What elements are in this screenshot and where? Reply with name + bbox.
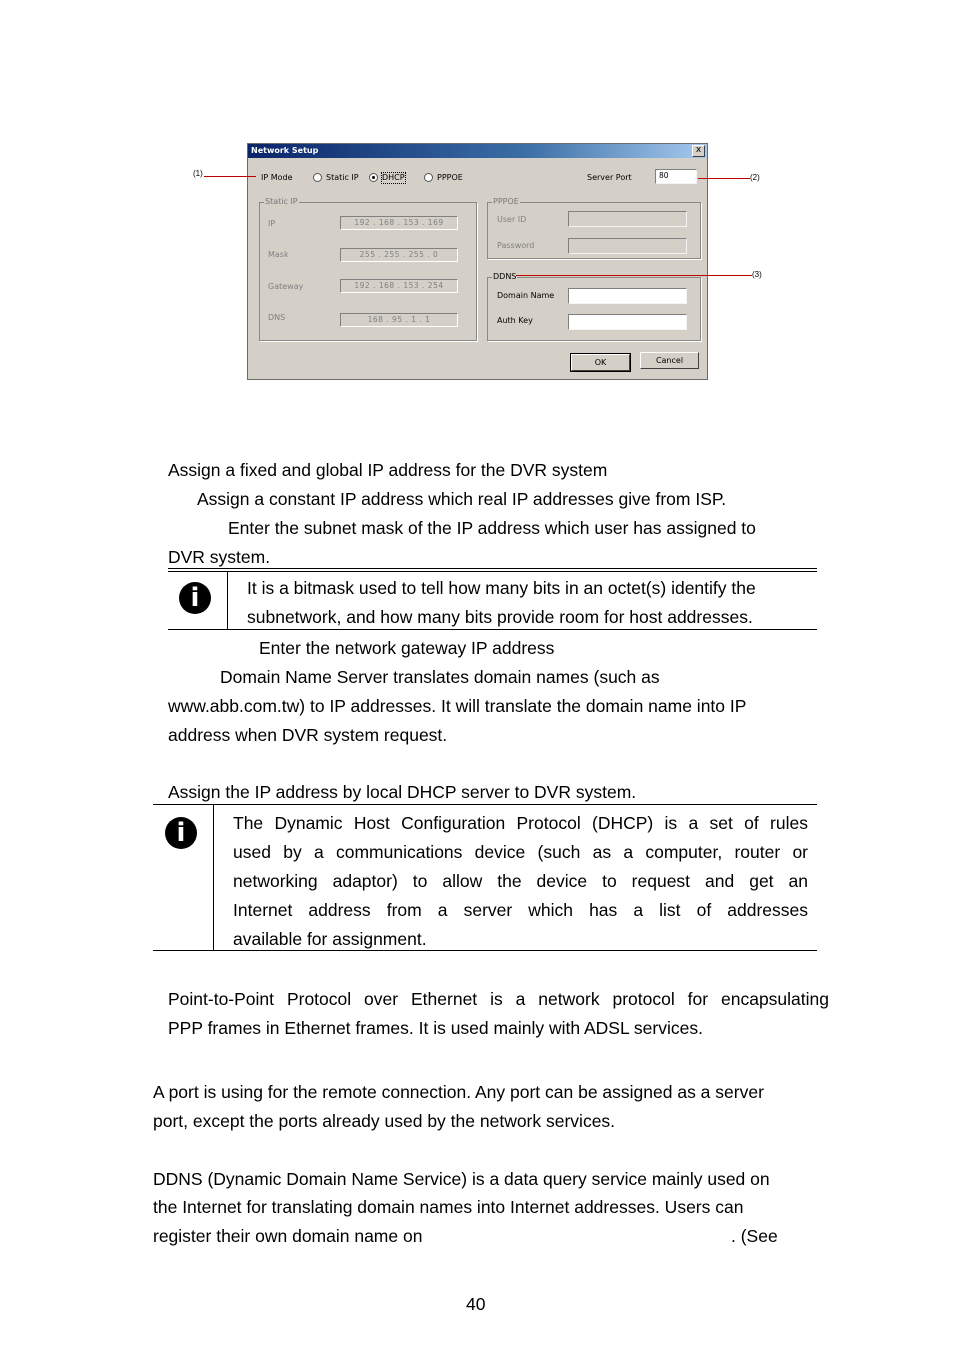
port-description-line2: port, except the ports already used by the network services. (153, 1111, 616, 1131)
domain-name-input[interactable] (568, 288, 687, 304)
note2-line2: used by a communications device (such as a computer, router or (233, 842, 808, 862)
note2-line5: available for assignment. (233, 929, 427, 949)
mask-description-line1: Enter the subnet mask of the IP address which user has assigned to (228, 518, 756, 538)
page-number: 40 (466, 1294, 486, 1314)
dns-description-line3: address when DVR system request. (168, 725, 448, 745)
callout-3-line (516, 275, 752, 276)
ip-description: Assign a constant IP address which real IP addresses give from ISP. (197, 489, 727, 509)
server-port-label: Server Port (587, 173, 632, 182)
auth-key-input[interactable] (568, 314, 687, 330)
close-button[interactable]: x (692, 145, 705, 157)
port-description-line1: A port is using for the remote connection. Any port can be assigned as a server (153, 1082, 764, 1102)
ok-button[interactable]: OK (571, 354, 630, 371)
ip-label: IP (268, 219, 276, 228)
dns-label: DNS (268, 313, 286, 322)
radio-dhcp-label: DHCP (382, 173, 405, 182)
radio-pppoe[interactable] (424, 173, 433, 182)
note1-top-rule (168, 568, 817, 569)
gateway-description: Enter the network gateway IP address (259, 638, 555, 658)
note2-divider (213, 804, 214, 950)
mask-field[interactable]: 255 . 255 . 255 . 0 (340, 248, 458, 262)
ddns-group (487, 277, 701, 341)
callout-1-line (204, 176, 256, 177)
dns-description-line2: www.abb.com.tw) to IP addresses. It will translate the domain name into IP (168, 696, 747, 716)
dns-field[interactable]: 168 . 95 . 1 . 1 (340, 313, 458, 327)
mask-label: Mask (268, 250, 289, 259)
user-id-label: User ID (497, 215, 527, 224)
auth-key-label: Auth Key (497, 316, 533, 325)
server-port-input[interactable]: 80 (655, 169, 697, 184)
callout-2-line (698, 178, 750, 179)
static-ip-description: Assign a fixed and global IP address for the DVR system (168, 460, 608, 480)
ddns-description-line3-end: . (See (731, 1226, 778, 1246)
pppoe-legend: PPPOE (493, 197, 519, 206)
dhcp-description: Assign the IP address by local DHCP server to DVR system. (168, 782, 637, 802)
radio-pppoe-label: PPPOE (437, 173, 463, 182)
mask-description-line2: DVR system. (168, 547, 271, 567)
pppoe-description-line2: PPP frames in Ethernet frames. It is used mainly with ADSL services. (168, 1018, 703, 1038)
info-icon: i (179, 582, 211, 614)
dns-description-line1: Domain Name Server translates domain names (such as (220, 667, 660, 687)
ddns-description-line1: DDNS (Dynamic Domain Name Service) is a data query service mainly used on (153, 1169, 770, 1189)
callout-2-label: (2) (750, 173, 760, 182)
note1-divider (227, 571, 228, 629)
ip-field[interactable]: 192 . 168 . 153 . 169 (340, 216, 458, 230)
note1-top-rule-2 (168, 571, 817, 572)
ddns-legend: DDNS (493, 272, 517, 281)
radio-static-ip-label: Static IP (326, 173, 359, 182)
note2-top-rule (153, 804, 817, 805)
ddns-description-line3: register their own domain name on (153, 1226, 423, 1246)
note2-line1: The Dynamic Host Configuration Protocol (DHCP) is a set of rules (233, 813, 808, 833)
ip-mode-label: IP Mode (261, 173, 293, 182)
pppoe-description-line1: Point-to-Point Protocol over Ethernet is a network protocol for encapsulating (168, 989, 829, 1009)
cancel-button[interactable]: Cancel (640, 352, 699, 369)
note1-bottom-rule (168, 629, 817, 630)
radio-static-ip[interactable] (313, 173, 322, 182)
password-label: Password (497, 241, 535, 250)
gateway-label: Gateway (268, 282, 304, 291)
network-setup-dialog (247, 143, 708, 380)
domain-name-label: Domain Name (497, 291, 555, 300)
note1-line1: It is a bitmask used to tell how many bits in an octet(s) identify the (247, 578, 756, 598)
callout-3-label: (3) (752, 270, 762, 279)
password-input[interactable] (568, 238, 687, 254)
gateway-field[interactable]: 192 . 168 . 153 . 254 (340, 279, 458, 293)
note2-line3: networking adaptor) to allow the device to request and get an (233, 871, 808, 891)
ddns-description-line2: the Internet for translating domain names into Internet addresses. Users can (153, 1197, 744, 1217)
radio-dhcp[interactable] (369, 173, 378, 182)
info-icon: i (165, 817, 197, 849)
static-ip-legend: Static IP (265, 197, 298, 206)
note1-line2: subnetwork, and how many bits provide room for host addresses. (247, 607, 753, 627)
dialog-title: Network Setup (248, 144, 707, 158)
user-id-input[interactable] (568, 211, 687, 227)
note2-bottom-rule (153, 950, 817, 951)
note2-line4: Internet address from a server which has a list of addresses (233, 900, 808, 920)
callout-1-label: (1) (193, 169, 203, 178)
